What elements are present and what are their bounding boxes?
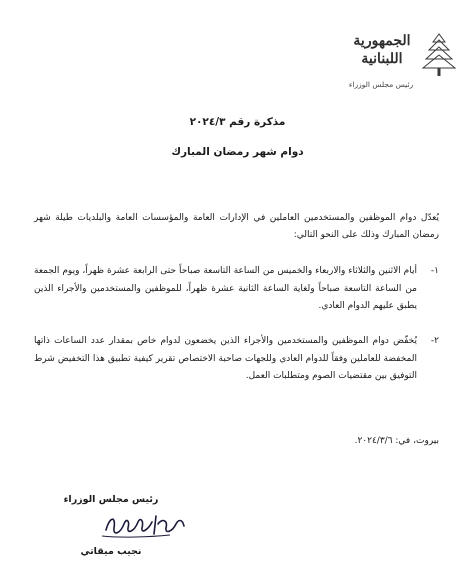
memo-number: مذكرة رقم ٢٠٢٤/٣ xyxy=(189,116,286,128)
letterhead xyxy=(337,28,457,108)
signatory-name: نجيب ميقاتي xyxy=(80,546,142,557)
memo-subject: دوام شهر رمضان المبارك xyxy=(171,146,304,158)
list-item-text: أيام الاثنين والثلاثاء والاربعاء والخميس من الساعة التاسعة صباحاً حتى الرابعة عشرة ظهراً، ويوم الجمعة من الساعة التاسعة صباحاً ولغاية الساعة الثانية عشرة ظهراً، للموظفين والمستخدمين والأجراء الذين يطبق عليهم الدوام العادي. xyxy=(34,266,417,311)
dateline: بيروت، في: ٢٠٢٤/٣/٦. xyxy=(354,436,439,446)
list-item xyxy=(34,263,439,316)
office-label: رئيس مجلس الوزراء xyxy=(348,80,414,89)
intro-paragraph: يُعدّل دوام الموظفين والمستخدمين العاملين في الإدارات العامة والمؤسسات العامة والبلديات طيلة شهر رمضان المبارك وذلك على النحو التالي: xyxy=(34,213,439,240)
list-item-text: يُخفّض دوام الموظفين والمستخدمين والأجراء الذين يخضعون لدوام خاص بمقدار عدد الساعات ذاتها المخفضة للعاملين وفقاً للدوام العادي وللجهات صاحبة الاختصاص تقرير كيفية تطبيق هذا التخفيض شرط التوفيق بين مقتضيات الصوم ومتطلبات العمل. xyxy=(34,336,417,381)
republic-title-line2: اللبنانية xyxy=(361,51,403,67)
list-item xyxy=(34,333,439,386)
signatory-title: رئيس مجلس الوزراء xyxy=(63,494,159,505)
cedar-emblem-icon xyxy=(421,30,457,78)
list-item-number: ١- xyxy=(430,266,439,276)
republic-title xyxy=(347,32,417,68)
handwritten-signature-icon xyxy=(100,508,190,542)
list-item-number: ٢- xyxy=(430,336,439,346)
republic-title-line1: الجمهورية xyxy=(353,33,411,49)
